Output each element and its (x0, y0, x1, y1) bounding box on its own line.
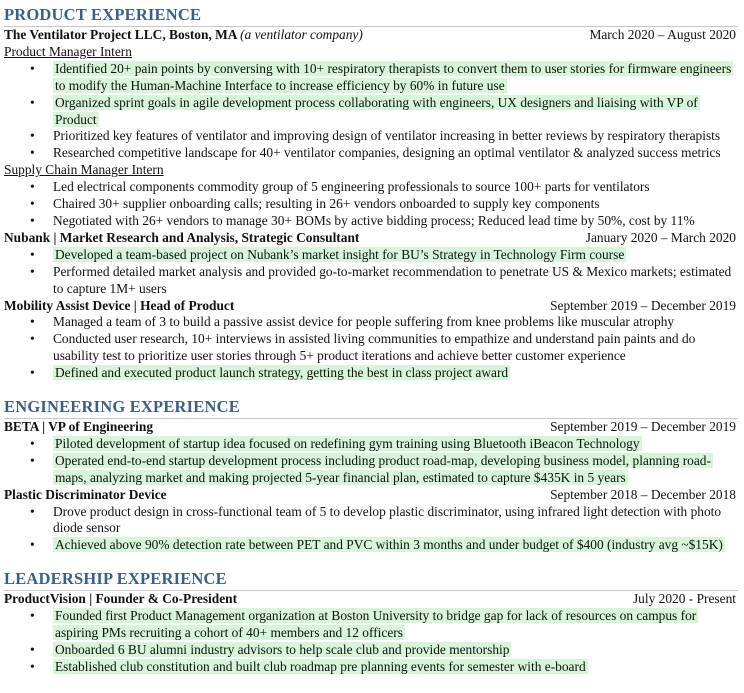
bullet-item (4, 128, 738, 145)
bullet-item (4, 179, 738, 196)
role-title: Supply Chain Manager Intern (4, 162, 164, 178)
bullet-list (4, 179, 738, 230)
entry-date: September 2019 – December 2019 (550, 297, 736, 313)
entry-title (4, 27, 363, 44)
section (4, 5, 738, 382)
section (4, 397, 738, 554)
entry-header (4, 487, 738, 504)
bullet-item (4, 145, 738, 162)
bullet-item (4, 196, 738, 213)
bullet-item (4, 95, 738, 129)
bullet-list (4, 608, 738, 676)
bullet-list (4, 247, 738, 298)
bullet-list (4, 504, 738, 555)
entry-title (4, 487, 167, 504)
bullet-item (4, 247, 738, 264)
entry-title (4, 419, 153, 436)
bullet-item (4, 453, 738, 487)
section-title: LEADERSHIP EXPERIENCE (4, 569, 738, 591)
entry-header (4, 591, 738, 608)
organization-name: Nubank | Market Research and Analysis, Strategic Consultant (4, 229, 360, 245)
organization-name: The Ventilator Project LLC, Boston, MA (4, 27, 237, 42)
entry-header (4, 298, 738, 315)
highlighted-bullet-text: Identified 20+ pain points by conversing with 10+ respiratory therapists to convert them to user stories for firmware engineers to modify the Human-Machine Interface to increase efficiency by 60% in future use (55, 60, 732, 93)
entry-header (4, 27, 738, 44)
bullet-item (4, 365, 738, 382)
bullet-text: Drove product design in cross-functional team of 5 to develop plastic discriminator, using infrared light detection with photo diode sensor (53, 503, 722, 536)
highlighted-bullet-text: Organized sprint goals in agile development process collaborating with engineers, UX designers and liaising with VP of Product (55, 94, 698, 127)
section (4, 569, 738, 676)
organization-name: Plastic Discriminator Device (4, 486, 167, 502)
bullet-list (4, 61, 738, 162)
bullet-item (4, 659, 738, 676)
entry-date: March 2020 – August 2020 (589, 27, 736, 42)
bullet-item (4, 537, 738, 554)
entry-date: September 2019 – December 2019 (550, 419, 736, 435)
bullet-item (4, 608, 738, 642)
highlighted-bullet-text: Founded first Product Management organization at Boston University to bridge gap for lack of resources on campus for aspiring PMs recruiting a cohort of 40+ members and 12 officers (55, 608, 697, 641)
organization-description: (a ventilator company) (240, 27, 363, 42)
bullet-text: Negotiated with 26+ vendors to manage 30+ BOMs by active bidding process; Reduced lead time by 50%, cost by 11% (53, 212, 695, 228)
highlighted-bullet-text: Established club constitution and built club roadmap pre planning events for semester with e-board (55, 658, 586, 674)
bullet-list (4, 436, 738, 487)
organization-name: BETA | VP of Engineering (4, 419, 154, 435)
highlighted-bullet-text: Developed a team-based project on Nubank’s market insight for BU’s Strategy in Technology Firm course (55, 246, 625, 262)
entry-title (4, 591, 237, 608)
bullet-text: Prioritized key features of ventilator and improving design of ventilator increasing in better reviews by respiratory therapists (53, 128, 721, 144)
section-title: PRODUCT EXPERIENCE (4, 5, 738, 27)
entry-header (4, 419, 738, 436)
highlighted-bullet-text: Piloted development of startup idea focused on redefining gym training using Bluetooth iBeacon Technology (55, 435, 640, 451)
entry-date: July 2020 - Present (632, 591, 736, 607)
bullet-item (4, 331, 738, 365)
entry-header (4, 230, 738, 247)
bullet-text: Researched competitive landscape for 40+ ventilator companies, designing an optimal ventilator & analyzed success metrics (53, 145, 721, 161)
entry-title (4, 230, 359, 247)
bullet-item (4, 642, 738, 659)
highlighted-bullet-text: Onboarded 6 BU alumni industry advisors to help scale club and provide mentorship (55, 642, 510, 657)
organization-name: ProductVision | Founder & Co-President (4, 591, 238, 607)
entry-date: January 2020 – March 2020 (585, 229, 736, 245)
bullet-text: Conducted user research, 10+ interviews in assisted living communities to empathize and understand pain paints and do usability test to prioritize user stories through 5+ product iterations and achieve better customer experience (53, 331, 696, 364)
organization-name: Mobility Assist Device | Head of Product (4, 297, 235, 313)
highlighted-bullet-text: Achieved above 90% detection rate between PET and PVC within 3 months and under budget of $400 (industry avg ~$15K) (55, 537, 723, 553)
bullet-item (4, 504, 738, 538)
bullet-item (4, 213, 738, 230)
bullet-item (4, 61, 738, 95)
highlighted-bullet-text: Defined and executed product launch strategy, getting the best in class project award (55, 365, 509, 381)
bullet-item (4, 314, 738, 331)
entry-title (4, 298, 234, 315)
bullet-item (4, 264, 738, 298)
bullet-text: Led electrical components commodity group of 5 engineering professionals to source 100+ parts for ventilators (53, 179, 650, 195)
bullet-item (4, 436, 738, 453)
bullet-text: Managed a team of 3 to build a passive assist device for people suffering from knee problems like muscular atrophy (53, 314, 675, 330)
bullet-text: Chaired 30+ supplier onboarding calls; resulting in 26+ vendors onboarded to supply key components (53, 196, 600, 212)
role-title: Product Manager Intern (4, 43, 132, 59)
highlighted-bullet-text: Operated end-to-end startup development process including product road-map, developing business model, planning road-maps, analyzing market and making projected 5-year financial plan, estimated to capture $435K in 5 years (55, 452, 711, 485)
bullet-list (4, 314, 738, 382)
section-title: ENGINEERING EXPERIENCE (4, 397, 738, 419)
bullet-text: Performed detailed market analysis and provided go-to-market recommendation to penetrate US & Mexico markets; estimated to capture 1M+ users (53, 263, 732, 296)
entry-date: September 2018 – December 2018 (550, 486, 736, 502)
